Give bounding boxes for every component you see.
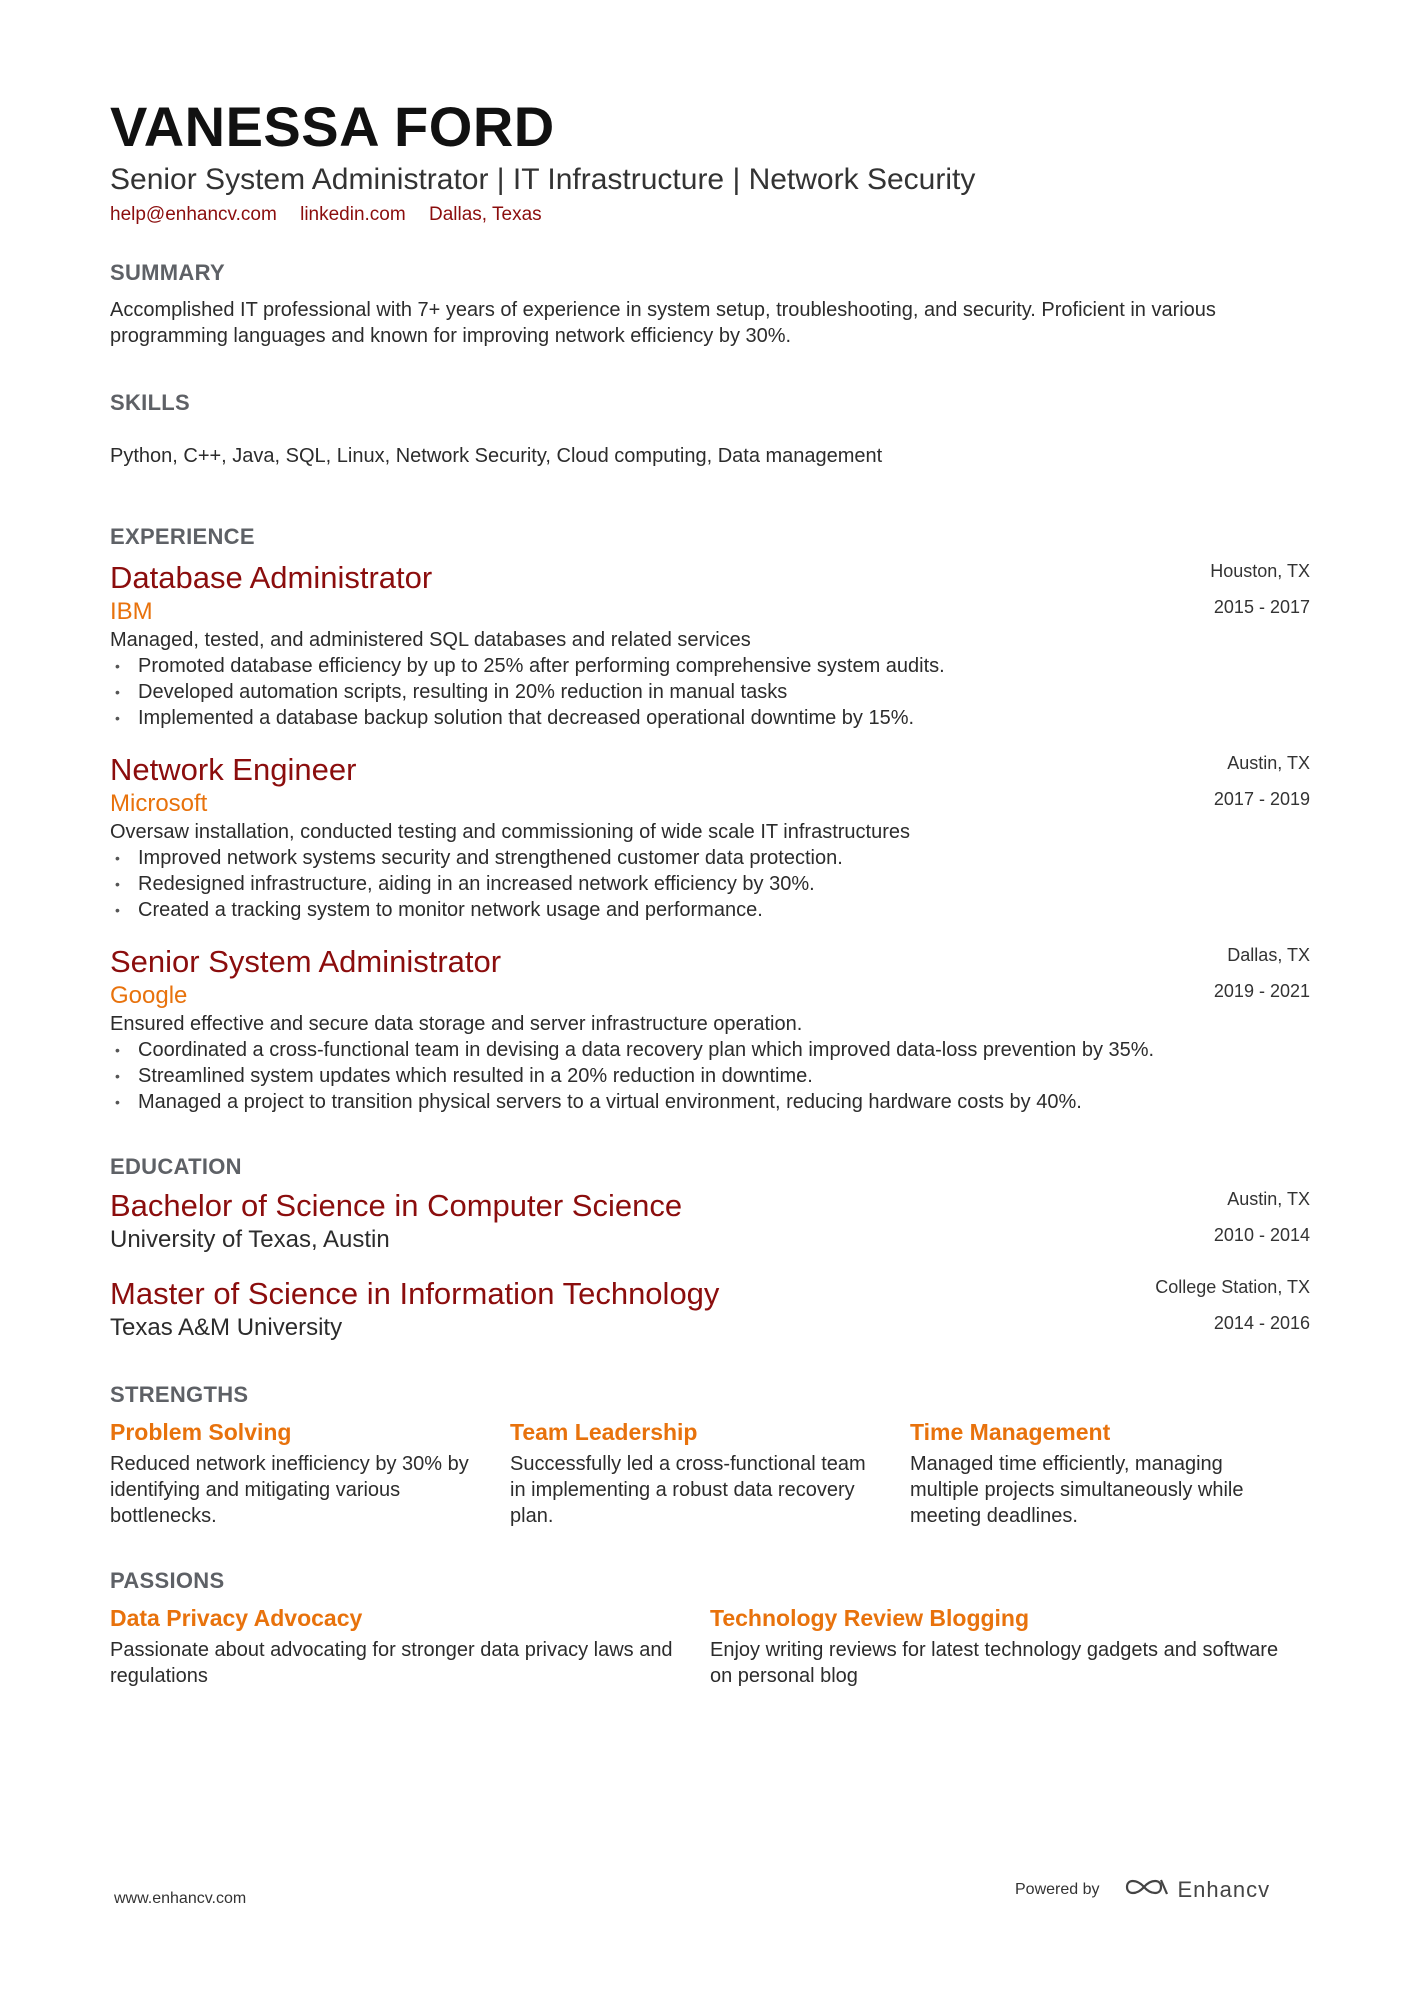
candidate-name: VANESSA FORD xyxy=(110,95,555,158)
strength-text: Reduced network inefficiency by 30% by identifying and mitigating various bottlenecks. xyxy=(110,1453,469,1527)
passion-title: Technology Review Blogging xyxy=(710,1605,1030,1631)
contact-email[interactable]: help@enhancv.com xyxy=(110,204,277,225)
strength-text: Successfully led a cross-functional team in implementing a robust data recovery plan. xyxy=(510,1453,866,1527)
section-title: EXPERIENCE xyxy=(110,524,255,549)
resume-content xyxy=(110,95,1310,1689)
enhancv-brand-name[interactable]: Enhancv xyxy=(1177,1876,1271,1902)
passion-title: Data Privacy Advocacy xyxy=(110,1605,363,1631)
job-dates: 2015 - 2017 xyxy=(1213,597,1310,617)
experience-item xyxy=(110,559,1310,731)
section-title: STRENGTHS xyxy=(110,1382,249,1407)
passions-section xyxy=(110,1567,1310,1689)
degree-title: Master of Science in Information Technology xyxy=(110,1276,720,1311)
section-title: PASSIONS xyxy=(110,1568,225,1593)
job-title: Senior System Administrator xyxy=(110,944,502,979)
company-name: Microsoft xyxy=(110,790,208,817)
achievement-item: • Streamlined system updates which resulted in a 20% reduction in downtime. xyxy=(110,1063,1310,1089)
achievement-item: • Developed automation scripts, resulting in 20% reduction in manual tasks xyxy=(110,679,1310,705)
education-section xyxy=(110,1153,1310,1343)
achievement-list xyxy=(110,845,1310,923)
job-meta xyxy=(1214,943,1310,1003)
strength-title: Time Management xyxy=(910,1419,1111,1445)
education-item xyxy=(110,1187,1310,1255)
contact-location: Dallas, Texas xyxy=(428,204,542,225)
contact-row xyxy=(110,203,1310,227)
achievement-list xyxy=(110,653,1310,731)
summary-text: Accomplished IT professional with 7+ years of experience in system setup, troubleshooting, and security. Proficient in various programming languages and known for improving network efficiency by 30%. xyxy=(110,299,1216,347)
achievement-item: • Managed a project to transition physical servers to a virtual environment, reducing hardware costs by 40%. xyxy=(110,1089,1310,1115)
candidate-headline: Senior System Administrator | IT Infrastructure | Network Security xyxy=(110,163,976,196)
experience-section xyxy=(110,523,1310,1115)
strength-title: Team Leadership xyxy=(510,1419,698,1445)
job-description: Managed, tested, and administered SQL databases and related services xyxy=(110,629,751,651)
passion-item xyxy=(110,1603,710,1689)
strength-item xyxy=(110,1417,510,1529)
skills-text: Python, C++, Java, SQL, Linux, Network Security, Cloud computing, Data management xyxy=(110,445,883,467)
footer-website[interactable]: www.enhancv.com xyxy=(114,1890,247,1907)
summary-section xyxy=(110,259,1310,349)
achievement-item: • Created a tracking system to monitor network usage and performance. xyxy=(110,897,1310,923)
company-name: Google xyxy=(110,982,188,1009)
section-title: EDUCATION xyxy=(110,1154,242,1179)
experience-item xyxy=(110,751,1310,923)
passion-text: Enjoy writing reviews for latest technology gadgets and software on personal blog xyxy=(710,1639,1279,1687)
education-dates: 2010 - 2014 xyxy=(1213,1225,1310,1245)
job-title: Database Administrator xyxy=(110,560,433,595)
school-name: University of Texas, Austin xyxy=(110,1226,390,1253)
education-meta xyxy=(1155,1275,1310,1335)
job-meta xyxy=(1210,559,1310,619)
job-location: Dallas, TX xyxy=(1227,945,1310,965)
experience-item xyxy=(110,943,1310,1115)
strengths-grid xyxy=(110,1417,1310,1529)
education-dates: 2014 - 2016 xyxy=(1213,1313,1310,1333)
school-name: Texas A&M University xyxy=(110,1314,343,1341)
education-location: College Station, TX xyxy=(1155,1277,1310,1297)
education-item xyxy=(110,1275,1310,1343)
resume-header xyxy=(110,95,1310,227)
degree-title: Bachelor of Science in Computer Science xyxy=(110,1188,683,1223)
powered-by-text: Powered by xyxy=(1015,1880,1100,1898)
passion-text: Passionate about advocating for stronger data privacy laws and regulations xyxy=(110,1639,673,1687)
strength-text: Managed time efficiently, managing multiple projects simultaneously while meeting deadlines. xyxy=(910,1453,1244,1527)
job-dates: 2019 - 2021 xyxy=(1213,981,1310,1001)
achievement-item: • Coordinated a cross-functional team in devising a data recovery plan which improved data-loss prevention by 35%. xyxy=(110,1037,1310,1063)
strength-item xyxy=(510,1417,910,1529)
achievement-list xyxy=(110,1037,1310,1115)
contact-linkedin[interactable]: linkedin.com xyxy=(300,204,406,225)
section-title: SUMMARY xyxy=(110,260,225,285)
enhancv-logo-icon xyxy=(1124,1874,1170,1905)
achievement-item: • Improved network systems security and strengthened customer data protection. xyxy=(110,845,1310,871)
job-title: Network Engineer xyxy=(110,752,357,787)
job-meta xyxy=(1214,751,1310,811)
achievement-item: • Promoted database efficiency by up to 25% after performing comprehensive system audits. xyxy=(110,653,1310,679)
passion-item xyxy=(710,1603,1310,1689)
achievement-item: • Implemented a database backup solution that decreased operational downtime by 15%. xyxy=(110,705,1310,731)
strengths-section xyxy=(110,1381,1310,1529)
achievement-item: • Redesigned infrastructure, aiding in an increased network efficiency by 30%. xyxy=(110,871,1310,897)
section-title: SKILLS xyxy=(110,390,191,415)
passions-grid xyxy=(110,1603,1310,1689)
skills-section xyxy=(110,389,1310,469)
strength-item xyxy=(910,1417,1310,1529)
strength-title: Problem Solving xyxy=(110,1419,292,1445)
job-dates: 2017 - 2019 xyxy=(1213,789,1310,809)
job-description: Ensured effective and secure data storage and server infrastructure operation. xyxy=(110,1013,803,1035)
job-location: Austin, TX xyxy=(1227,753,1310,773)
job-location: Houston, TX xyxy=(1210,561,1310,581)
education-location: Austin, TX xyxy=(1227,1189,1310,1209)
company-name: IBM xyxy=(110,598,153,625)
footer-branding xyxy=(1015,1874,1270,1905)
job-description: Oversaw installation, conducted testing and commissioning of wide scale IT infrastructures xyxy=(110,821,911,843)
education-meta xyxy=(1214,1187,1310,1247)
